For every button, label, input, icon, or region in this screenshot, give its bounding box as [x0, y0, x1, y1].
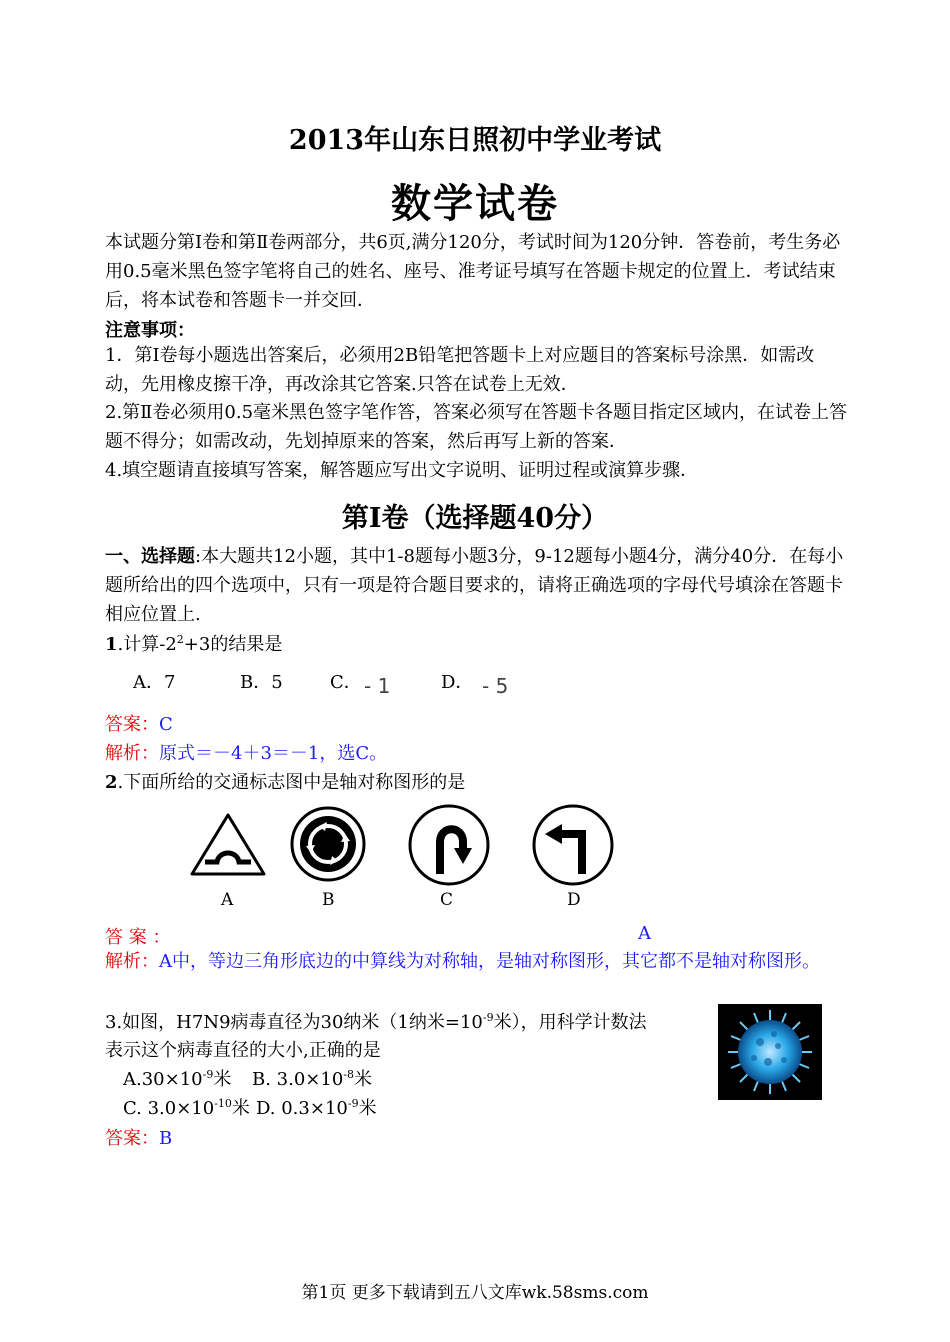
sign-b-roundabout-icon: [292, 808, 364, 880]
option-a: A．7: [133, 672, 176, 693]
section-title: 第Ⅰ卷（选择题40分）: [341, 503, 609, 534]
option-text: A.30×10: [123, 1069, 203, 1090]
option-text: B. 3.0×10: [252, 1069, 344, 1090]
answer-value: B: [159, 1128, 173, 1149]
answer-label: 答案：: [105, 714, 159, 735]
page-footer: 第1页 更多下载请到五八文库wk.58sms.com: [301, 1283, 649, 1303]
subject-title: 数学试卷: [391, 180, 559, 227]
sign-a-bump-triangle-icon: [192, 815, 264, 874]
option-d-value: - 5: [482, 674, 509, 698]
superscript: -9: [202, 1068, 214, 1081]
sign-label-d: D: [567, 890, 581, 910]
option-text: D. 0.3×10: [256, 1098, 348, 1119]
note-item-1: 1．第Ⅰ卷每小题选出答案后，必须用2B铅笔把答题卡上对应题目的答案标号涂黑．如需改动，先用橡皮擦干净，再改涂其它答案.只答在试卷上无效．: [105, 345, 815, 395]
superscript: -10: [214, 1097, 232, 1110]
virus-image: [718, 1004, 822, 1100]
option-unit: 米: [354, 1069, 373, 1090]
option-unit: 米: [231, 1098, 250, 1119]
question-number: 2: [105, 772, 118, 793]
option-text: C. 3.0×10: [123, 1098, 215, 1119]
superscript: -9: [347, 1097, 359, 1110]
analysis-text: 原式＝－4＋3＝－1，选C。: [159, 743, 388, 764]
option-unit: 米: [213, 1069, 232, 1090]
analysis-text: A中，等边三角形底边的中算线为对称轴，是轴对称图形，其它都不是轴对称图形。: [159, 951, 820, 972]
analysis-label: 解析：: [105, 951, 159, 972]
sign-label-a: A: [221, 890, 234, 910]
intro-paragraph: 本试题分第Ⅰ卷和第Ⅱ卷两部分，共6页,满分120分，考试时间为120分钟．答卷前，考生务必用0.5毫米黑色签字笔将自己的姓名、座号、准考证号填写在答题卡规定的位置上．考试结束后，将本试卷和答题卡一并交回．: [105, 232, 841, 311]
question-3-line-2: 表示这个病毒直径的大小,正确的是: [105, 1040, 381, 1061]
option-c-value: - 1: [364, 674, 391, 698]
superscript: 2: [176, 633, 184, 646]
q3-option-c: [123, 1094, 250, 1120]
option-d: D．: [441, 672, 474, 693]
question-text: .计算-2: [117, 634, 177, 655]
question-number: 1: [105, 634, 118, 655]
question-text: 3.如图，H7N9病毒直径为30纳米（1纳米=10: [105, 1012, 483, 1033]
note-item-4: 4.填空题请直接填写答案，解答题应写出文字说明、证明过程或演算步骤．: [105, 460, 699, 481]
q3-option-d: [256, 1094, 377, 1120]
option-b: B．5: [240, 672, 283, 693]
q3-option-b: [252, 1065, 372, 1091]
superscript: -8: [343, 1068, 355, 1081]
question-text-end: +3的结果是: [183, 634, 283, 655]
option-unit: 米: [358, 1098, 377, 1119]
q3-option-a: [123, 1065, 231, 1091]
exam-title: 2013年山东日照初中学业考试: [288, 125, 662, 156]
sign-label-b: B: [322, 890, 335, 910]
q3-answer: [105, 1124, 172, 1150]
sign-d-left-arrow-icon: [534, 806, 612, 884]
superscript: -9: [482, 1011, 494, 1024]
q2-answer-label: 答 案 ：: [105, 927, 171, 948]
sign-label-c: C: [440, 890, 454, 910]
answer-label: 答案：: [105, 1128, 159, 1149]
instruction-label: 一、选择题: [105, 546, 195, 567]
option-c: C．: [330, 672, 362, 693]
question-text: .下面所给的交通标志图中是轴对称图形的是: [117, 772, 466, 793]
note-item-2: 2.第Ⅱ卷必须用0.5毫米黑色签字笔作答，答案必须写在答题卡各题目指定区域内，在试卷上答题不得分；如需改动，先划掉原来的答案，然后再写上新的答案．: [105, 402, 848, 452]
q2-answer-value: A: [638, 923, 651, 944]
instruction-text: :本大题共12小题，其中1-8题每小题3分，9-12题每小题4分，满分40分．在每小题所给出的四个选项中，只有一项是符合题目要求的，请将正确选项的字母代号填涂在答题卡相应位置上.: [105, 546, 844, 625]
q2-analysis: [105, 947, 850, 976]
question-text-end: 米），用科学计数法: [493, 1012, 647, 1033]
notes-heading: 注意事项：: [105, 320, 195, 341]
question-3: [105, 1008, 647, 1034]
analysis-label: 解析：: [105, 743, 159, 764]
answer-value: C: [159, 714, 173, 735]
sign-c-turn-arrow-icon: [410, 806, 488, 884]
